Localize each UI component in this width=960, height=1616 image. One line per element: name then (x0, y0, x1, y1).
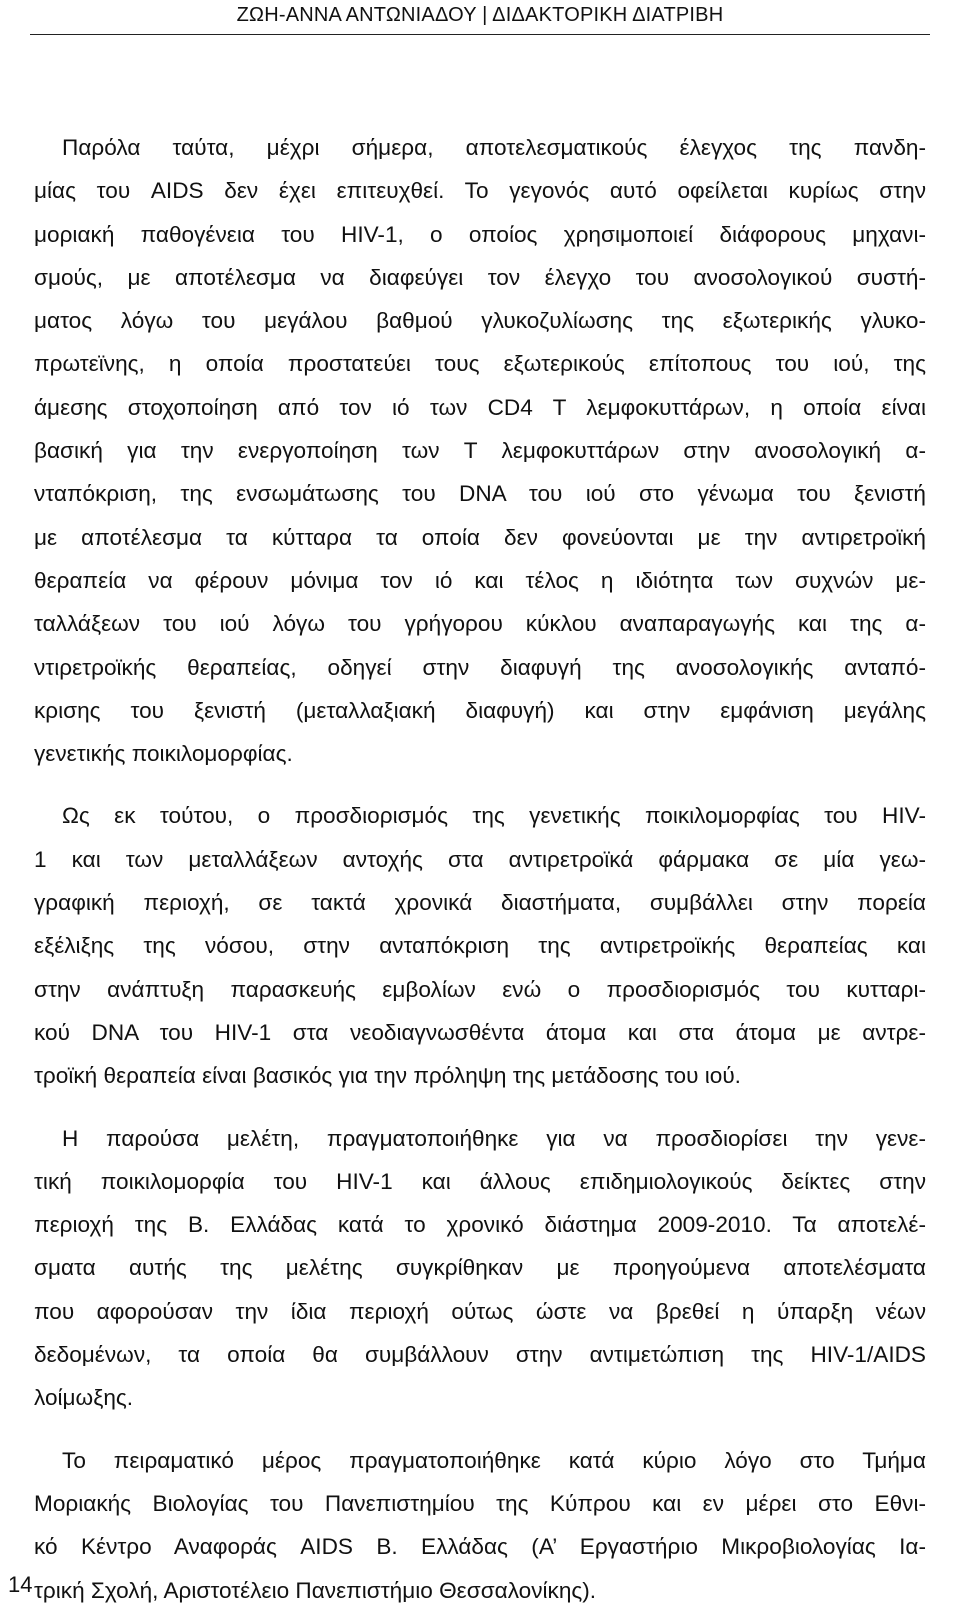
text-line: γραφική περιοχή, σε τακτά χρονικά διαστήματα, συμβάλλει στην πορεία (34, 890, 926, 916)
paragraph-gap (34, 1420, 926, 1439)
text-line: μίας του AIDS δεν έχει επιτευχθεί. Το γεγονός αυτό οφείλεται κυρίως στην (34, 178, 926, 204)
text-line: δεδομένων, τα οποία θα συμβάλλουν στην αντιμετώπιση της HIV-1/AIDS (34, 1342, 926, 1368)
page-number: 14 (8, 1572, 33, 1597)
text-line: Το πειραματικό μέρος πραγματοποιήθηκε κατά κύριο λόγο στο Τμήμα (62, 1447, 926, 1473)
paragraph-gap (34, 1098, 926, 1117)
text-line: βασική για την ενεργοποίηση των T λεμφοκυττάρων στην ανοσολογική α- (34, 438, 926, 464)
text-line: νταπόκριση, της ενσωμάτωσης του DNA του ιού στο γένωμα του ξενιστή (34, 481, 926, 507)
text-line: ταλλάξεων του ιού λόγω του γρήγορου κύκλου αναπαραγωγής και της α- (34, 611, 926, 637)
text-line: μοριακή παθογένεια του HIV-1, ο οποίος χρησιμοποιεί διάφορους μηχανι- (34, 221, 926, 247)
text-line: κό Κέντρο Αναφοράς AIDS Β. Ελλάδας (Α’ Εργαστήριο Μικροβιολογίας Ια- (34, 1534, 926, 1560)
text-line: κρισης του ξενιστή (μεταλλαξιακή διαφυγή) και στην εμφάνιση μεγάλης (34, 697, 926, 723)
text-line: Η παρούσα μελέτη, πραγματοποιήθηκε για να προσδιορίσει την γενε- (62, 1125, 926, 1151)
running-header (30, 0, 930, 35)
text-line: περιοχή της Β. Ελλάδας κατά το χρονικό διάστημα 2009-2010. Τα αποτελέ- (34, 1212, 926, 1238)
text-line: στην ανάπτυξη παρασκευής εμβολίων ενώ ο προσδιορισμός του κυτταρι- (34, 976, 926, 1002)
paragraph (34, 794, 926, 1097)
text-line: ματος λόγω του μεγάλου βαθμού γλυκοζυλίωσης της εξωτερικής γλυκο- (34, 308, 926, 334)
paragraph (34, 1117, 926, 1420)
text-line: άμεσης στοχοποίηση από τον ιό των CD4 T λεμφοκυττάρων, η οποία είναι (34, 394, 926, 420)
text-line: κού DNA του HIV-1 στα νεοδιαγνωσθέντα άτομα και στα άτομα με αντρε- (34, 1019, 926, 1045)
text-line: εξέλιξης της νόσου, στην ανταπόκριση της αντιρετροϊκής θεραπείας και (34, 933, 926, 959)
text-line: ντιρετροϊκής θεραπείας, οδηγεί στην διαφυγή της ανοσολογικής ανταπό- (34, 654, 926, 680)
paragraph (34, 1439, 926, 1612)
text-line: τρική Σχολή, Αριστοτέλειο Πανεπιστήμιο Θεσσαλονίκης). (34, 1577, 597, 1603)
running-header-text: ΖΩΗ-ΑΝΝΑ ΑΝΤΩΝΙΑΔΟΥ | ΔΙΔΑΚΤΟΡΙΚΗ ΔΙΑΤΡΙΒΗ (236, 4, 724, 26)
text-line: Ως εκ τούτου, ο προσδιορισμός της γενετικής ποικιλομορφίας του HIV- (62, 803, 926, 829)
text-line: που αφορούσαν την ίδια περιοχή ούτως ώστε να βρεθεί η ύπαρξη νέων (34, 1298, 926, 1324)
text-line: λοίμωξης. (34, 1385, 134, 1411)
paragraph-gap (34, 775, 926, 794)
text-line: θεραπεία να φέρουν μόνιμα τον ιό και τέλος η ιδιότητα των συχνών με- (34, 567, 926, 593)
text-line: σμούς, με αποτέλεσμα να διαφεύγει τον έλεγχο του ανοσολογικού συστή- (34, 264, 926, 290)
text-line: σματα αυτής της μελέτης συγκρίθηκαν με προηγούμενα αποτελέσματα (34, 1255, 926, 1281)
text-line: Παρόλα ταύτα, μέχρι σήμερα, αποτελεσματικούς έλεγχος της πανδη- (62, 135, 926, 160)
document-body (34, 126, 926, 1612)
paragraph (34, 126, 926, 775)
text-line: πρωτεϊνης, η οποία προστατεύει τους εξωτερικούς επίτοπους του ιού, της (34, 351, 926, 377)
text-line: Μοριακής Βιολογίας του Πανεπιστημίου της Κύπρου και εν μέρει στο Εθνι- (34, 1490, 926, 1516)
text-line: με αποτέλεσμα τα κύτταρα τα οποία δεν φονεύονται με την αντιρετροϊκή (34, 524, 926, 550)
text-line: τροϊκή θεραπεία είναι βασικός για την πρόληψη της μετάδοσης του ιού. (34, 1063, 741, 1089)
text-line: γενετικής ποικιλομορφίας. (34, 741, 293, 767)
text-line: 1 και των μεταλλάξεων αντοχής στα αντιρετροϊκά φάρμακα σε μία γεω- (34, 846, 926, 872)
text-line: τική ποικιλομορφία του HIV-1 και άλλους επιδημιολογικούς δείκτες στην (34, 1168, 926, 1194)
